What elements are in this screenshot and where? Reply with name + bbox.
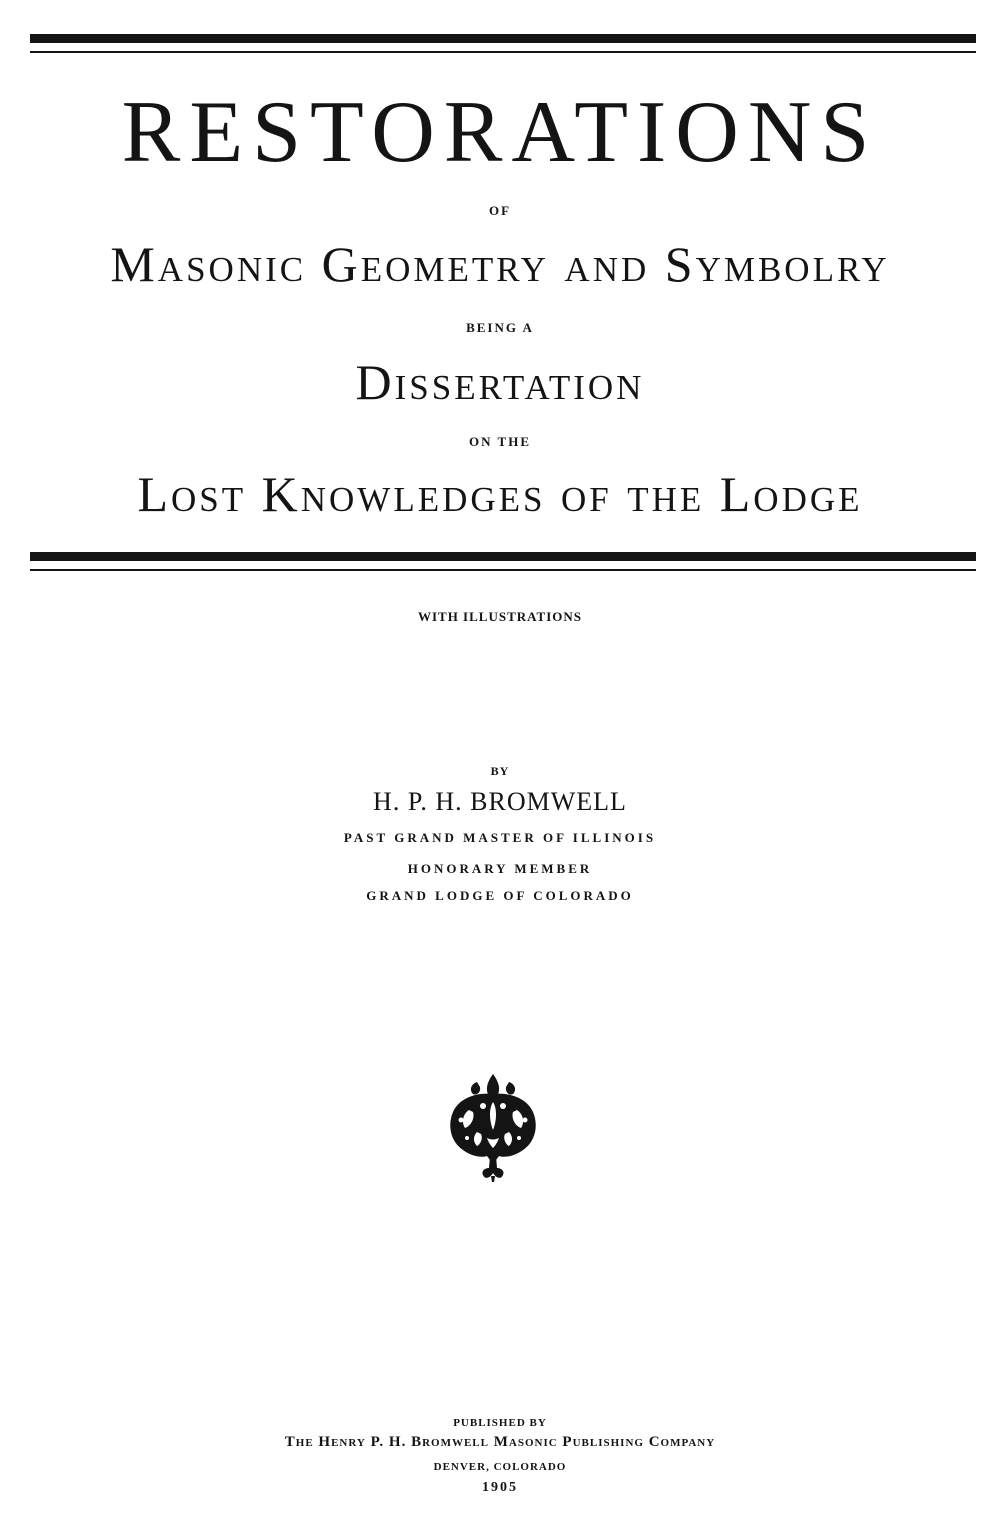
publisher-city: DENVER, COLORADO bbox=[433, 1461, 567, 1473]
author-name: H. P. H. BROMWELL bbox=[373, 787, 627, 816]
floral-ornament-icon bbox=[447, 1072, 539, 1182]
book-subtitle: Masonic Geometry and Symbolry bbox=[110, 236, 890, 292]
connector-being-a: BEING A bbox=[466, 320, 534, 335]
book-title: RESTORATIONS bbox=[121, 84, 879, 181]
author-credential: PAST GRAND MASTER OF ILLINOIS bbox=[343, 830, 657, 845]
published-by-label: PUBLISHED BY bbox=[453, 1417, 547, 1429]
author-credential: HONORARY MEMBER bbox=[407, 861, 593, 876]
top-thick-rule bbox=[30, 34, 976, 43]
middle-thick-rule bbox=[30, 552, 976, 561]
publisher-name: The Henry P. H. Bromwell Masonic Publishing Company bbox=[284, 1434, 716, 1450]
author-credential: GRAND LODGE OF COLORADO bbox=[366, 888, 634, 903]
top-thin-rule bbox=[30, 51, 976, 53]
dissertation-heading: Dissertation bbox=[355, 354, 645, 410]
connector-on-the: ON THE bbox=[469, 434, 531, 449]
by-label: BY bbox=[490, 764, 510, 778]
illustrations-note: WITH ILLUSTRATIONS bbox=[417, 609, 583, 624]
book-subject: Lost Knowledges of the Lodge bbox=[137, 466, 863, 522]
connector-of: OF bbox=[488, 203, 512, 218]
middle-thin-rule bbox=[30, 569, 976, 571]
publication-year: 1905 bbox=[482, 1480, 518, 1495]
